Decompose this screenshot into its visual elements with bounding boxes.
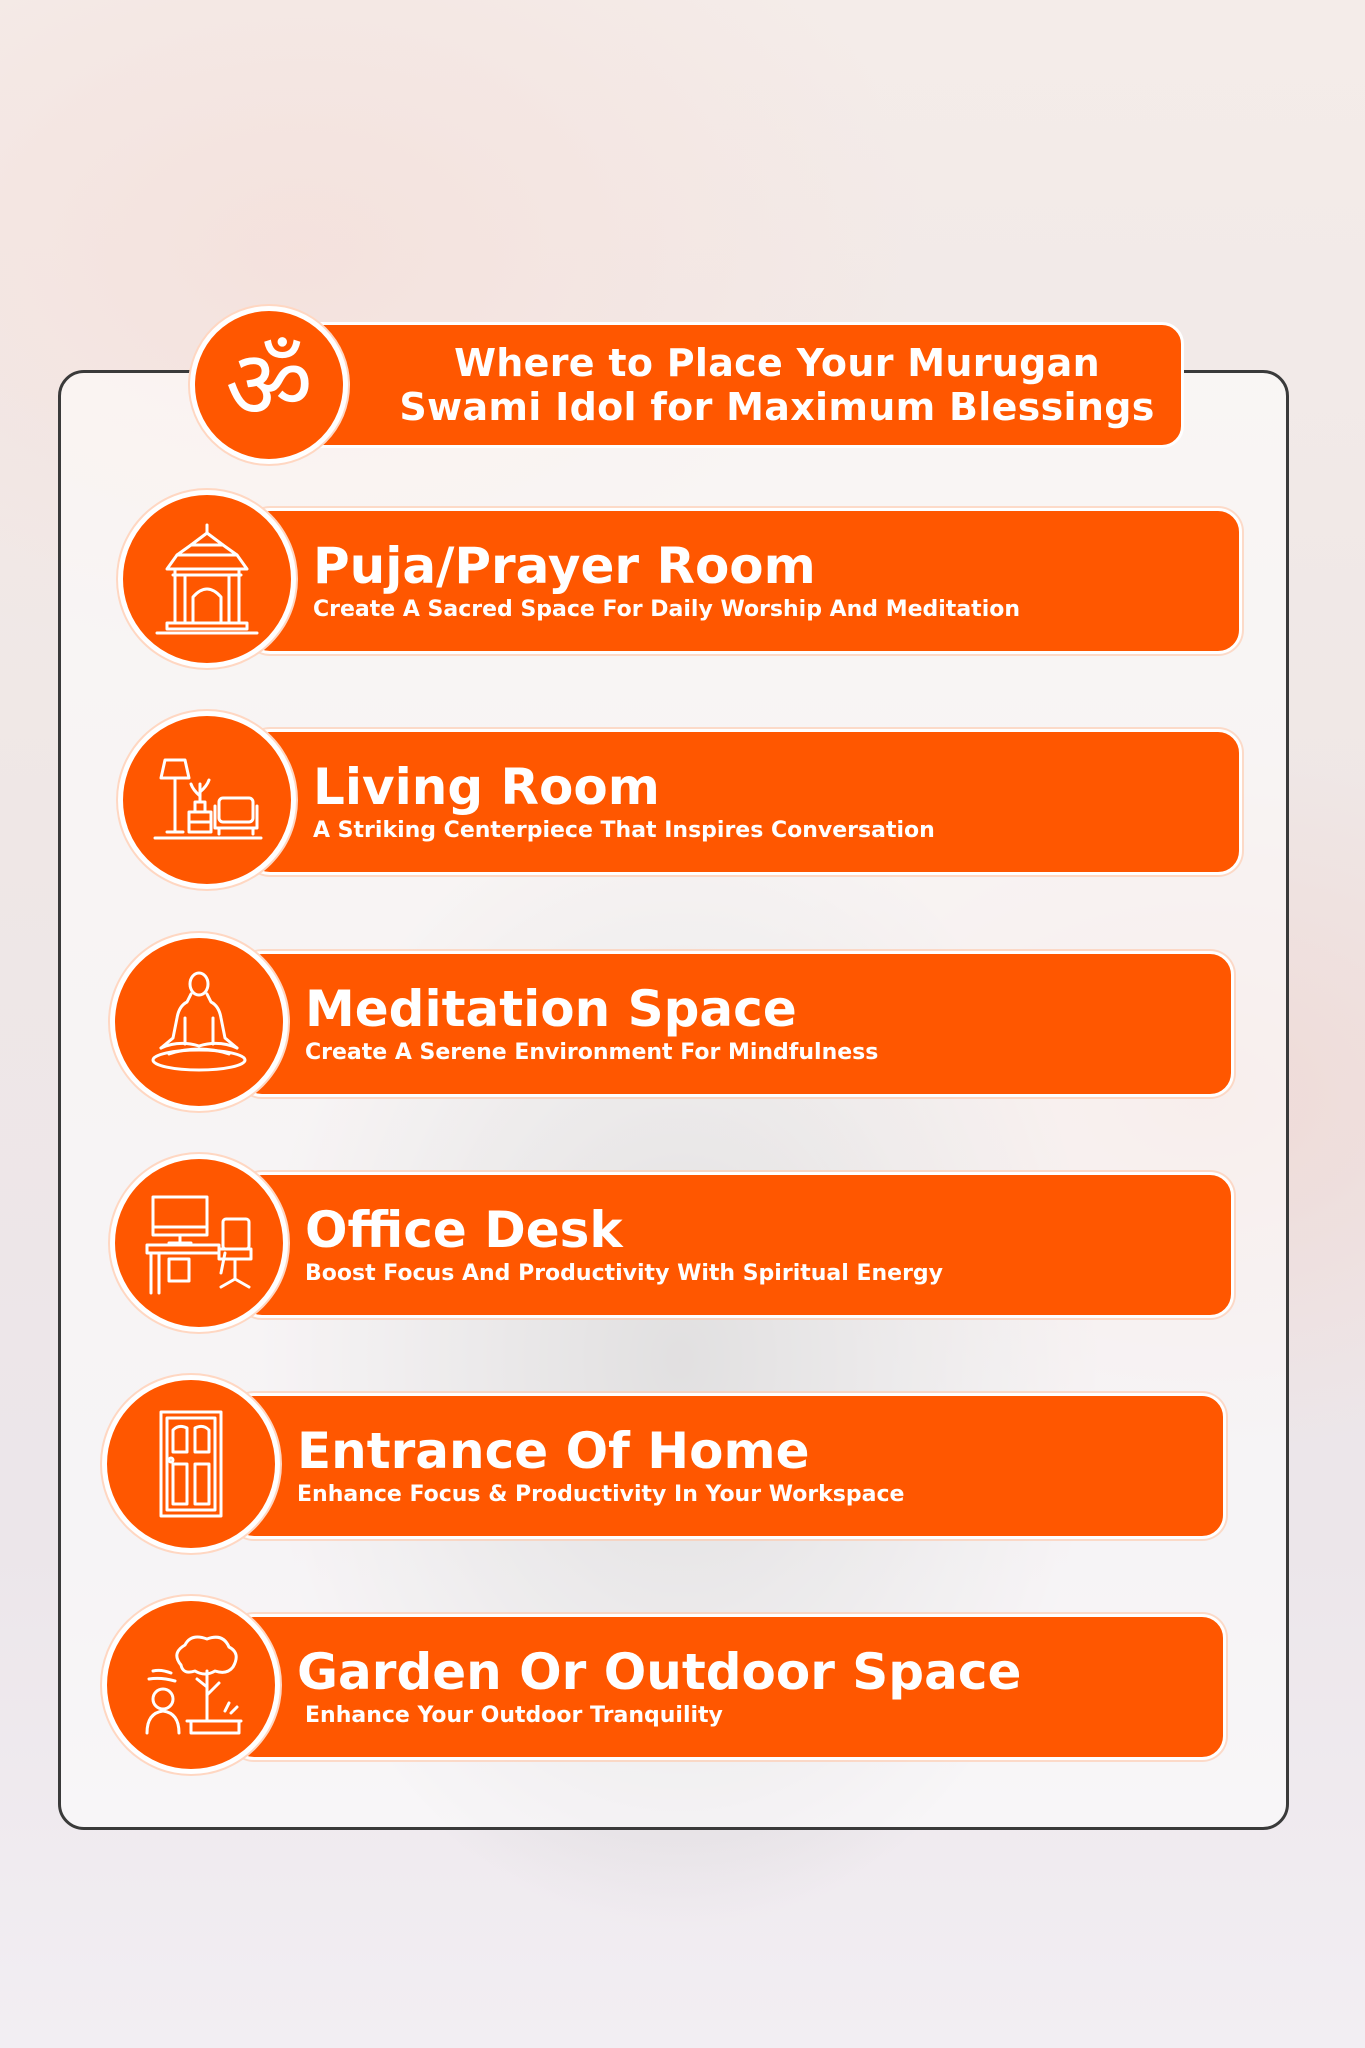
door-icon <box>102 1375 280 1553</box>
item-description: Enhance Focus & Productivity In Your Workspace <box>297 1482 905 1507</box>
item-title: Living Room <box>313 758 660 816</box>
list-item-entrance <box>230 1393 1226 1539</box>
item-description: Enhance Your Outdoor Tranquility <box>305 1703 723 1728</box>
meditation-icon <box>110 933 288 1111</box>
list-item-garden <box>230 1614 1226 1760</box>
item-title: Puja/Prayer Room <box>313 537 816 595</box>
office-desk-icon <box>110 1154 288 1332</box>
list-item-living-room <box>246 729 1242 875</box>
temple-icon <box>118 490 296 668</box>
item-title: Office Desk <box>305 1201 623 1259</box>
item-title: Meditation Space <box>305 980 797 1038</box>
om-icon: ॐ <box>190 306 348 464</box>
title-line-1: Where to Place Your Murugan <box>454 341 1100 385</box>
item-description: Boost Focus And Productivity With Spiritual Energy <box>305 1261 944 1286</box>
list-item-puja-room <box>246 508 1242 654</box>
item-description: A Striking Centerpiece That Inspires Conversation <box>313 818 935 843</box>
item-title: Garden Or Outdoor Space <box>297 1643 1022 1701</box>
list-item-meditation-space <box>238 951 1234 1097</box>
item-description: Create A Sacred Space For Daily Worship And Meditation <box>313 597 1021 622</box>
item-title: Entrance Of Home <box>297 1422 810 1480</box>
item-description: Create A Serene Environment For Mindfulness <box>305 1040 879 1065</box>
title-banner <box>290 322 1184 448</box>
list-item-office-desk <box>238 1172 1234 1318</box>
living-room-icon <box>118 711 296 889</box>
title-line-2: Swami Idol for Maximum Blessings <box>399 385 1155 429</box>
garden-icon <box>102 1596 280 1774</box>
